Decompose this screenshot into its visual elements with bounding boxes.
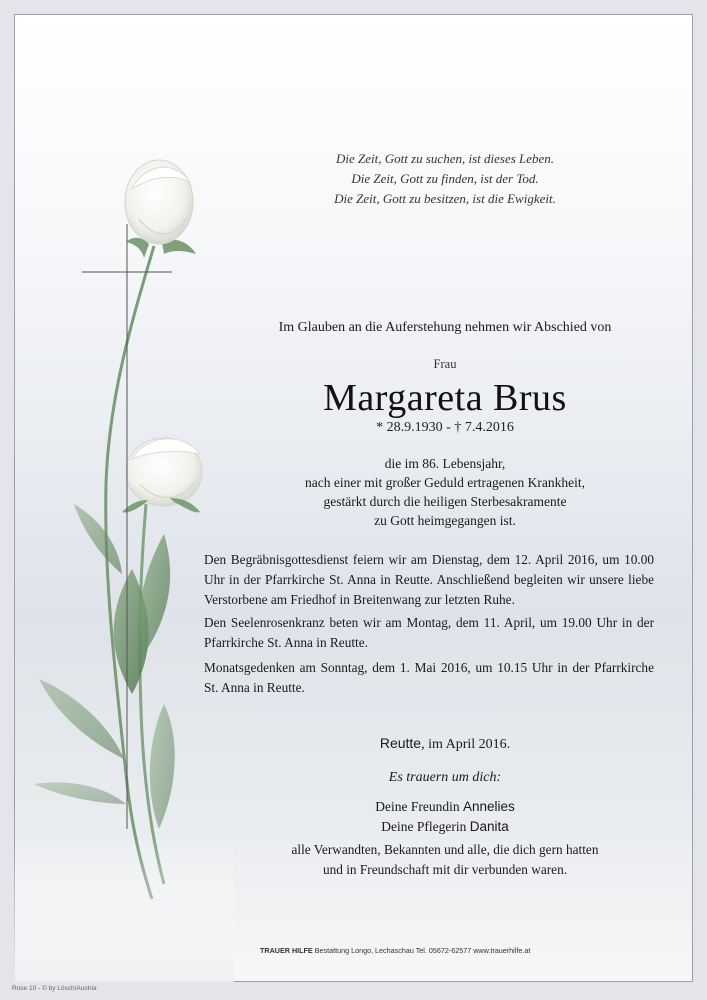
place-name: Reutte <box>379 735 422 751</box>
funeral-paragraph: Den Begräbnisgottesdienst feiern wir am Dienstag, dem 12. April 2016, um 10.00 Uhr in der Pfarrkirche St. Anna in Reutte. Anschließend begleiten wir unsere liebe Verstorbene am Friedhof in Breitenwang zur letzten Ruhe. <box>204 552 654 607</box>
memorial-paragraph: Monatsgedenken am Sonntag, dem 1. Mai 2016, um 10.15 Uhr in der Pfarrkirche St. Anna in Reutte. <box>204 660 654 695</box>
family-member <box>190 797 700 817</box>
member-name: Danita <box>469 819 509 834</box>
place-date <box>190 735 700 753</box>
life-dates: * 28.9.1930 - † 7.4.2016 <box>376 420 514 435</box>
deceased-name: Margareta Brus <box>323 377 567 419</box>
life-line: die im 86. Lebensjahr, <box>384 456 506 471</box>
quote-line: Die Zeit, Gott zu besitzen, ist die Ewigkeit. <box>334 191 556 206</box>
relation-label: Deine Freundin <box>375 799 463 814</box>
family-member <box>190 817 700 837</box>
life-statement <box>190 454 700 530</box>
rosary-paragraph: Den Seelenrosenkranz beten wir am Montag, dem 11. April, um 19.00 Uhr in der Pfarrkirche St. Anna in Reutte. <box>204 615 654 650</box>
relation-label: Deine Pflegerin <box>381 819 470 834</box>
family-list <box>190 797 700 837</box>
image-credit: Rose 10 - © by Lösch/Austria <box>12 985 97 992</box>
life-line: nach einer mit großer Geduld ertragenen Krankheit, <box>304 475 585 490</box>
footer-brand: TRAUER HILFE <box>260 946 313 955</box>
intro-text: Im Glauben an die Auferstehung nehmen wir Abschied von <box>278 320 612 335</box>
mourners-line: alle Verwandten, Bekannten und alle, die dich gern hatten <box>291 842 599 857</box>
mourners-heading: Es trauern um dich: <box>388 770 502 785</box>
other-mourners <box>190 840 700 880</box>
salutation: Frau <box>433 357 457 371</box>
date-text: , im April 2016. <box>421 737 511 752</box>
life-line: zu Gott heimgegangen ist. <box>374 513 516 528</box>
quote-line: Die Zeit, Gott zu suchen, ist dieses Leben. <box>335 151 555 166</box>
quote-line: Die Zeit, Gott zu finden, ist der Tod. <box>351 171 539 186</box>
member-name: Annelies <box>462 799 515 814</box>
footer-text: Bestattung Longo, Lechaschau Tel. 05672-62577 www.trauerhilfe.at <box>312 946 531 955</box>
life-line: gestärkt durch die heiligen Sterbesakramente <box>323 494 567 509</box>
funeral-home-footer <box>260 946 660 955</box>
quote <box>190 149 700 209</box>
mourners-line: und in Freundschaft mit dir verbunden waren. <box>322 862 568 877</box>
